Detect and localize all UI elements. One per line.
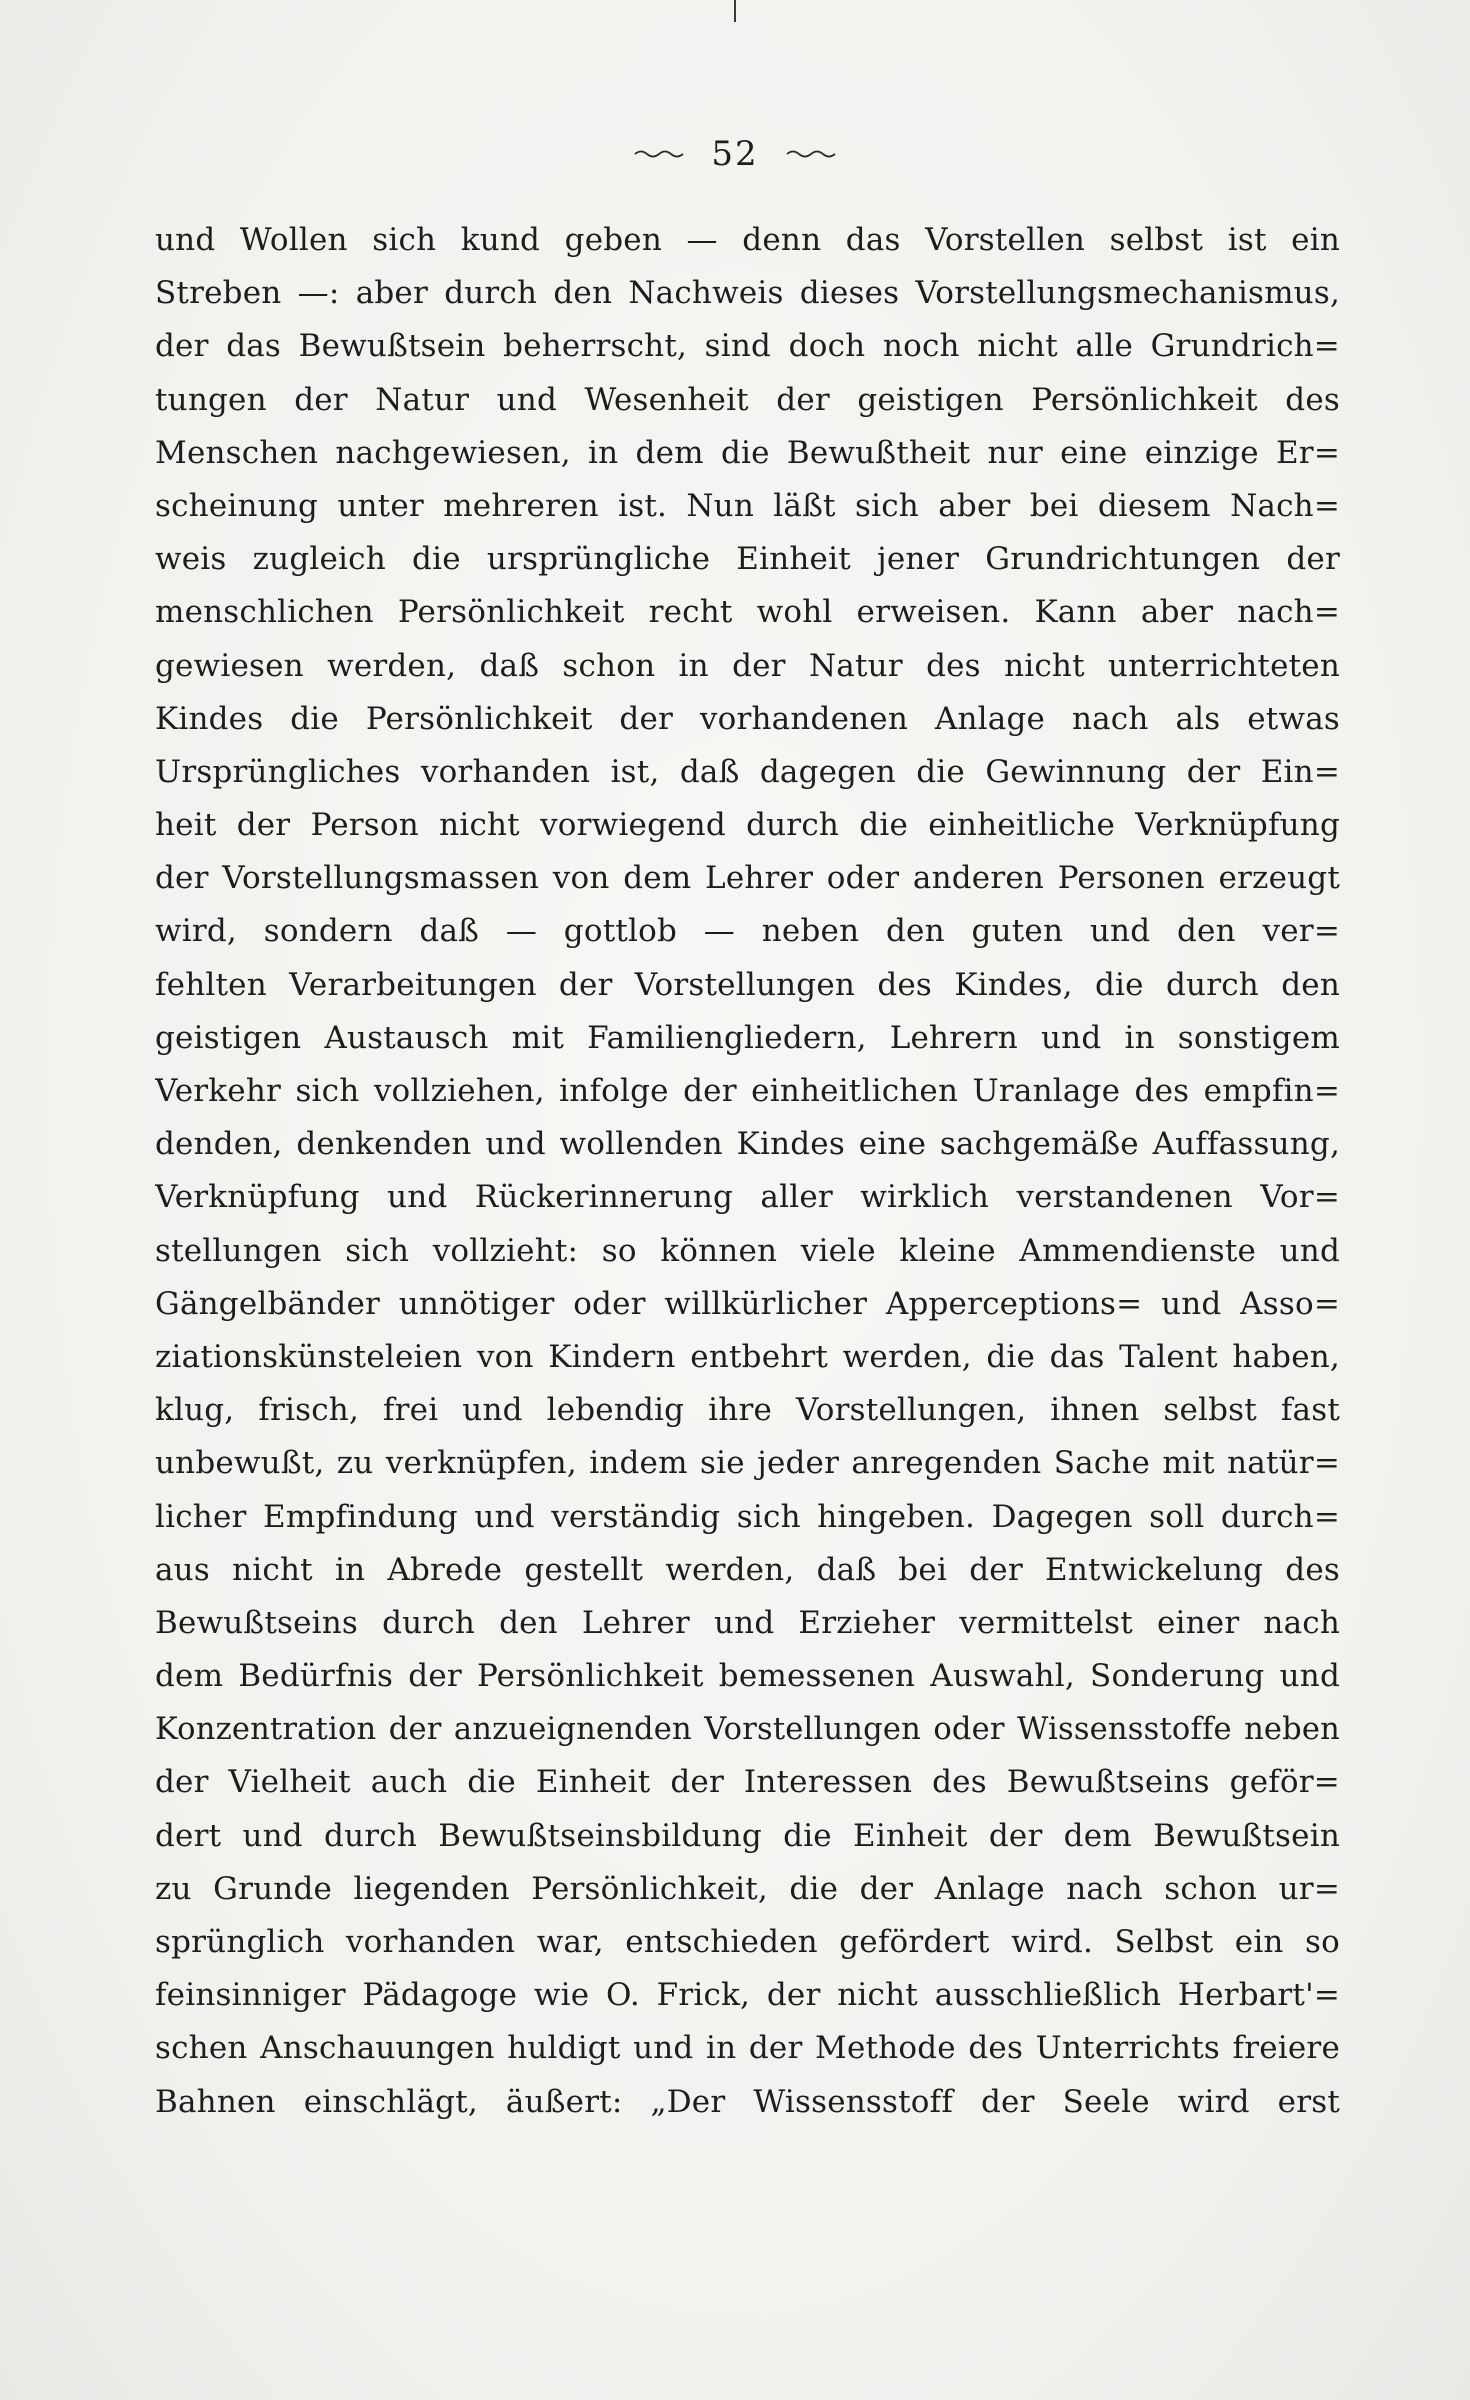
page-number: 52 [711,134,759,174]
text-line: und Wollen sich kund geben — denn das Vorstellen selbst ist ein [155,222,1340,258]
text-line: der Vielheit auch die Einheit der Interessen des Bewußtseins geför= [155,1764,1340,1801]
text-line: scheinung unter mehreren ist. Nun läßt sich aber bei diesem Nach= [155,487,1340,524]
text-line: schen Anschauungen huldigt und in der Methode des Unterrichts freiere [155,2030,1340,2067]
text-line: gewiesen werden, daß schon in der Natur des nicht unterrichteten [155,647,1340,684]
text-line: fehlten Verarbeitungen der Vorstellungen des Kindes, die durch den [155,966,1340,1003]
text-line: tungen der Natur und Wesenheit der geistigen Persönlichkeit des [155,381,1340,418]
text-line: Streben —: aber durch den Nachweis dieses Vorstellungsmechanismus, [155,275,1340,312]
text-line: weis zugleich die ursprüngliche Einheit jener Grundrichtungen der [155,541,1340,578]
text-line: zu Grunde liegenden Persönlichkeit, die der Anlage nach schon ur= [155,1870,1340,1907]
text-line: sprünglich vorhanden war, entschieden gefördert wird. Selbst ein so [155,1924,1340,1960]
text-line: geistigen Austausch mit Familiengliedern, Lehrern und in sonstigem [155,1019,1340,1056]
left-wave-ornament [633,148,685,160]
text-line: feinsinniger Pädagoge wie O. Frick, der nicht ausschließlich Herbart'= [155,1977,1340,2014]
text-line: Menschen nachgewiesen, in dem die Bewußtheit nur eine einzige Er= [155,434,1340,471]
text-line: klug, frisch, frei und lebendig ihre Vorstellungen, ihnen selbst fast [155,1392,1340,1429]
text-line: dert und durch Bewußtseinsbildung die Einheit der dem Bewußtsein [155,1817,1340,1854]
text-line: Kindes die Persönlichkeit der vorhandenen Anlage nach als etwas [155,700,1340,737]
text-line: Verknüpfung und Rückerinnerung aller wirklich verstandenen Vor= [155,1179,1340,1216]
text-line: Bahnen einschlägt, äußert: „Der Wissensstoff der Seele wird erst [155,2083,1340,2120]
text-line: licher Empfindung und verständig sich hingeben. Dagegen soll durch= [155,1498,1340,1535]
text-line: Verkehr sich vollziehen, infolge der einheitlichen Uranlage des empfin= [155,1073,1340,1109]
text-line: Gängelbänder unnötiger oder willkürlicher Apperceptions= und Asso= [155,1285,1340,1322]
right-wave-ornament [785,148,837,160]
text-line: unbewußt, zu verknüpfen, indem sie jeder anregenden Sache mit natür= [155,1445,1340,1482]
text-line: heit der Person nicht vorwiegend durch die einheitliche Verknüpfung [155,807,1340,844]
text-line: menschlichen Persönlichkeit recht wohl erweisen. Kann aber nach= [155,594,1340,631]
page-header [0,130,1470,178]
body-text [155,214,1340,2129]
text-line: denden, denkenden und wollenden Kindes eine sachgemäße Auffassung, [155,1126,1340,1163]
text-line: wird, sondern daß — gottlob — neben den guten und den ver= [155,913,1340,950]
text-line: dem Bedürfnis der Persönlichkeit bemessenen Auswahl, Sonderung und [155,1658,1340,1695]
text-line: der Vorstellungsmassen von dem Lehrer oder anderen Personen erzeugt [155,860,1340,897]
text-line: aus nicht in Abrede gestellt werden, daß bei der Entwickelung des [155,1551,1340,1588]
text-line: stellungen sich vollzieht: so können viele kleine Ammendienste und [155,1232,1340,1269]
text-line: Ursprüngliches vorhanden ist, daß dagegen die Gewinnung der Ein= [155,753,1340,790]
top-edge-mark [734,0,736,22]
text-line: Konzentration der anzueignenden Vorstellungen oder Wissensstoffe neben [155,1712,1340,1748]
text-line: der das Bewußtsein beherrscht, sind doch noch nicht alle Grundrich= [155,328,1340,365]
text-line: ziationskünsteleien von Kindern entbehrt werden, die das Talent haben, [155,1338,1340,1375]
text-line: Bewußtseins durch den Lehrer und Erzieher vermittelst einer nach [155,1604,1340,1641]
